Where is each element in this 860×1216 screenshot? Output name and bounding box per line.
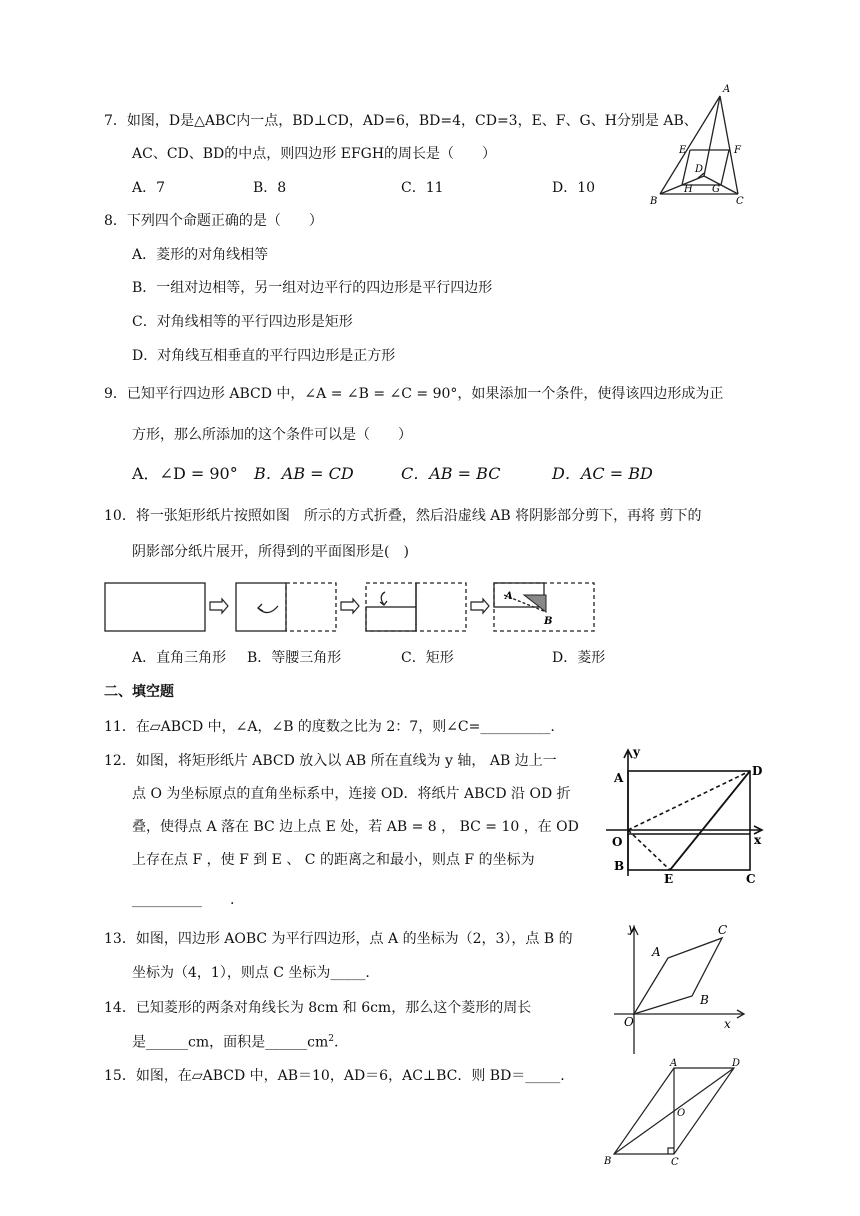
q8-stem: 8．下列四个命题正确的是（ ） xyxy=(104,213,323,229)
q8-option-c: C．对角线相等的平行四边形是矩形 xyxy=(132,314,353,330)
q9-line1: 9．已知平行四边形 ABCD 中，∠A = ∠B = ∠C = 90°，如果添加一个条件，使得该四边形成为正 xyxy=(104,386,724,402)
q10-option-c: C．矩形 xyxy=(401,650,454,666)
q13-line1: 13．如图，四边形 AOBC 为平行四边形，点 A 的坐标为（2，3），点 B 的 xyxy=(104,931,573,947)
q12-line5: __________ . xyxy=(132,892,235,908)
q7-triangle-figure xyxy=(648,82,758,208)
q13-label-o: O xyxy=(624,1015,634,1029)
q15-label-d: D xyxy=(732,1058,741,1069)
q15-stem: 15．如图，在▱ABCD 中，AB＝10，AD＝6，AC⊥BC．则 BD＝_____. xyxy=(104,1068,565,1084)
q7-label-g: G xyxy=(712,184,720,195)
q12-label-y: y xyxy=(633,745,640,759)
q7-label-d: D xyxy=(695,164,704,175)
q12-coordinate-figure xyxy=(600,742,772,884)
q10-line2: 阴影部分纸片展开，所得到的平面图形是( ) xyxy=(132,544,409,560)
q7-option-d: D．10 xyxy=(552,180,596,196)
q14-line1: 14．已知菱形的两条对角线长为 8cm 和 6cm，那么这个菱形的周长 xyxy=(104,1000,532,1016)
q13-label-a: A xyxy=(652,945,661,959)
q15-label-c: C xyxy=(671,1157,679,1168)
q12-label-d: D xyxy=(752,764,763,778)
q12-label-c: C xyxy=(746,872,756,884)
q13-label-y: y xyxy=(628,921,635,935)
q7-label-c: C xyxy=(736,196,744,207)
q13-line2: 坐标为（4，1），则点 C 坐标为_____. xyxy=(132,965,370,981)
q11-text: 11．在▱ABCD 中，∠A，∠B 的度数之比为 2：7，则∠C=__________. xyxy=(104,719,555,735)
q8-option-a: A．菱形的对角线相等 xyxy=(132,247,269,263)
q12-label-o: O xyxy=(612,835,623,849)
q7-label-e: E xyxy=(679,145,687,156)
q15-label-b: B xyxy=(604,1156,612,1167)
q12-label-e: E xyxy=(664,872,674,884)
q7-line1: 7．如图，D是△ABC内一点，BD⊥CD，AD=6，BD=4，CD=3，E、F、G、H分别是 AB、 xyxy=(104,113,698,129)
q12-label-b: B xyxy=(614,859,625,873)
q15-label-a: A xyxy=(670,1058,678,1069)
q7-label-f: F xyxy=(734,145,741,156)
q12-line4: 上存在点 F ，使 F 到 E 、 C 的距离之和最小，则点 F 的坐标为 xyxy=(132,852,535,868)
q7-option-b: B．8 xyxy=(253,180,287,196)
q10-folding-figure xyxy=(100,578,600,636)
q12-label-x: x xyxy=(754,833,762,847)
q10-option-b: B．等腰三角形 xyxy=(247,650,342,666)
q9-line2: 方形，那么所添加的这个条件可以是（ ） xyxy=(132,427,412,443)
q14-line2-end: . xyxy=(333,1034,339,1051)
q13-label-b: B xyxy=(700,993,709,1007)
q13-parallelogram-figure xyxy=(604,918,754,1058)
q7-label-a: A xyxy=(723,84,731,95)
q7-option-a: A．7 xyxy=(132,180,166,196)
q14-superscript: 2 xyxy=(328,1034,334,1044)
q9-option-a: A．∠D = 90° xyxy=(132,464,238,483)
q10-label-a: A xyxy=(505,591,513,602)
q14-line2-text: 是______cm，面积是______cm xyxy=(132,1034,329,1051)
q10-label-b: B xyxy=(544,616,553,627)
q8-option-b: B．一组对边相等，另一组对边平行的四边形是平行四边形 xyxy=(132,280,493,296)
q9-option-b: B．AB = CD xyxy=(254,464,354,483)
q8-option-d: D．对角线互相垂直的平行四边形是正方形 xyxy=(132,348,396,364)
q10-line1: 10．将一张矩形纸片按照如图 所示的方式折叠，然后沿虚线 AB 将阴影部分剪下，再将 剪下的 xyxy=(104,508,702,524)
q15-label-o: O xyxy=(677,1108,686,1119)
section-title-fill-in: 二、填空题 xyxy=(104,684,174,700)
q10-option-d: D．菱形 xyxy=(552,650,606,666)
q14-line2 xyxy=(132,1035,338,1050)
q10-option-a: A．直角三角形 xyxy=(132,650,227,666)
q7-option-c: C．11 xyxy=(401,180,444,196)
q7-label-b: B xyxy=(650,196,658,207)
q12-line1: 12．如图，将矩形纸片 ABCD 放入以 AB 所在直线为 y 轴， AB 边上一 xyxy=(104,753,557,769)
q12-line3: 叠，使得点 A 落在 BC 边上点 E 处，若 AB = 8 ， BC = 10 ，在 OD xyxy=(132,819,579,835)
q9-option-c: C．AB = BC xyxy=(401,464,501,483)
q12-line2: 点 O 为坐标原点的直角坐标系中，连接 OD．将纸片 ABCD 沿 OD 折 xyxy=(132,786,571,802)
q9-option-d: D．AC = BD xyxy=(552,464,653,483)
q7-line2: AC、CD、BD的中点，则四边形 EFGH的周长是（ ） xyxy=(132,146,497,162)
q13-label-x: x xyxy=(724,1017,731,1031)
q15-parallelogram-figure xyxy=(600,1058,750,1170)
q12-label-a: A xyxy=(614,771,624,785)
q13-label-c: C xyxy=(718,923,728,937)
q7-label-h: H xyxy=(684,184,693,195)
